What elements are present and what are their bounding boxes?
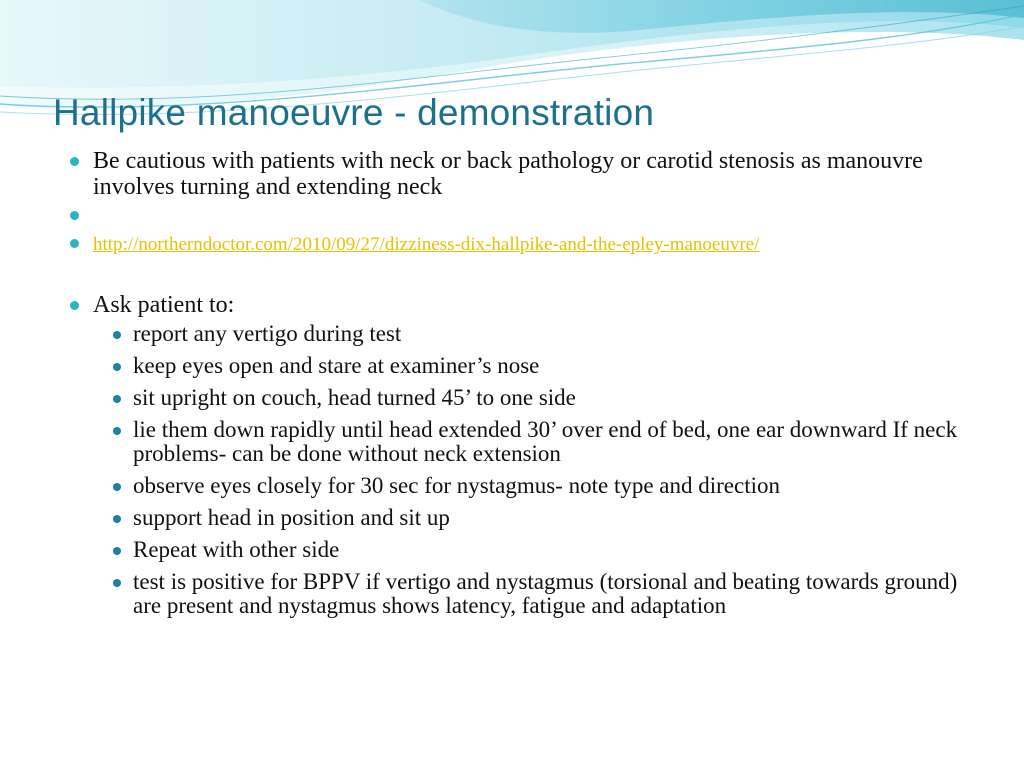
- bullet-dot-icon: [70, 157, 79, 166]
- sub-bullet-text: support head in position and sit up: [133, 505, 450, 530]
- bullet-dot-icon: [113, 579, 121, 587]
- sub-bullet-text: test is positive for BPPV if vertigo and nystagmus (torsional and beating towards ground) are present and nystagmus shows latency, fatigue and adaptation: [133, 569, 958, 618]
- bullet-item-empty: [64, 202, 974, 228]
- bullet-item-ask: [64, 292, 974, 618]
- bullet-list: [64, 148, 974, 618]
- bullet-dot-icon: [113, 427, 121, 435]
- slide-body: [64, 144, 974, 626]
- sub-bullet-text: sit upright on couch, head turned 45’ to one side: [133, 385, 576, 410]
- bullet-text: Ask patient to:: [93, 292, 235, 318]
- sub-bullet-item: [93, 570, 974, 618]
- bullet-dot-icon: [113, 483, 121, 491]
- slide-title: Hallpike manoeuvre - demonstration: [53, 92, 655, 133]
- sub-bullet-text: keep eyes open and stare at examiner’s nose: [133, 353, 540, 378]
- bullet-dot-icon: [70, 301, 79, 310]
- bullet-dot-icon: [113, 331, 121, 339]
- bullet-dot-icon: [113, 515, 121, 523]
- sub-bullet-text: lie them down rapidly until head extended 30’ over end of bed, one ear downward If neck problems- can be done without neck extension: [133, 417, 958, 466]
- sub-bullet-item: [93, 474, 974, 498]
- bullet-dot-icon: [113, 547, 121, 555]
- sub-bullet-item: [93, 418, 974, 466]
- sub-bullet-list: [93, 322, 974, 618]
- bullet-item-link: [64, 230, 974, 256]
- sub-bullet-text: report any vertigo during test: [133, 321, 402, 346]
- sub-bullet-item: [93, 386, 974, 410]
- sub-bullet-item: [93, 354, 974, 378]
- reference-link[interactable]: http://northerndoctor.com/2010/09/27/dizziness-dix-hallpike-and-the-epley-manoeuvre/: [93, 234, 760, 255]
- sub-bullet-item: [93, 538, 974, 562]
- bullet-text: Be cautious with patients with neck or back pathology or carotid stenosis as manouvre involves turning and extending neck: [93, 148, 923, 200]
- bullet-dot-icon: [113, 395, 121, 403]
- bullet-item-caution: [64, 148, 974, 200]
- sub-bullet-text: Repeat with other side: [133, 537, 340, 562]
- bullet-dot-icon: [70, 211, 79, 220]
- sub-bullet-item: [93, 322, 974, 346]
- sub-bullet-item: [93, 506, 974, 530]
- sub-bullet-text: observe eyes closely for 30 sec for nystagmus- note type and direction: [133, 473, 780, 498]
- bullet-dot-icon: [113, 363, 121, 371]
- bullet-dot-icon: [70, 239, 79, 248]
